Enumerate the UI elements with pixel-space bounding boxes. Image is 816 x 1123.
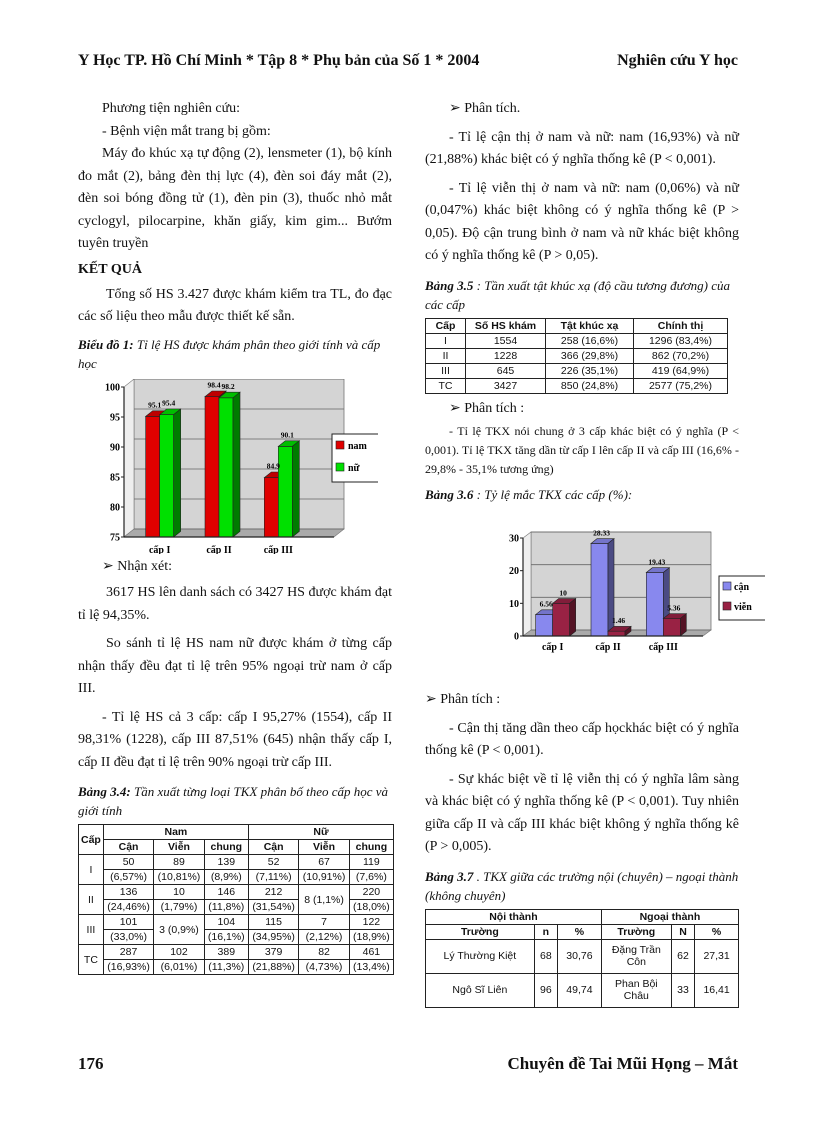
table-row — [426, 348, 728, 363]
left-column — [78, 98, 392, 975]
table-row — [79, 930, 394, 945]
t34-cell: 212 — [248, 885, 298, 900]
t34-cell: (10,81%) — [154, 870, 204, 885]
chart2-legend-vien: viễn — [734, 602, 752, 613]
t34-cell: (1,79%) — [154, 900, 204, 915]
t34-cell: 101 — [103, 915, 153, 930]
table-row — [79, 870, 394, 885]
bar-cận-2 — [646, 573, 663, 636]
t34-cell: 220 — [349, 885, 393, 900]
t35-header: Số HS khám — [466, 318, 546, 333]
table34-caption — [78, 782, 392, 820]
data-label-cận-0: 6.56 — [539, 599, 553, 609]
bar-side-nữ-1 — [233, 392, 240, 537]
t34-sub: Viễn — [299, 840, 349, 855]
t35-cell: I — [426, 333, 466, 348]
t35-header: Cấp — [426, 318, 466, 333]
t37-header: % — [695, 924, 739, 939]
t35-cell: II — [426, 348, 466, 363]
phan-tich-2 — [425, 398, 739, 421]
t37-cell: 27,31 — [695, 939, 739, 973]
arrow-icon: ➢ — [449, 101, 465, 116]
t35-cell: 2577 (75,2%) — [634, 378, 728, 393]
t37-cell: Phan Bội Châu — [601, 973, 671, 1007]
t34-cell: (6,57%) — [103, 870, 153, 885]
table-3-5 — [425, 318, 728, 394]
t34-cell: 389 — [204, 945, 248, 960]
bar-nữ-2 — [278, 446, 292, 537]
t35-cell: 3427 — [466, 378, 546, 393]
t37-cell: 16,41 — [695, 973, 739, 1007]
t34-cell: (31,54%) — [248, 900, 298, 915]
t34-cell: (2,12%) — [299, 930, 349, 945]
t37-cell: Đặng Trần Côn — [601, 939, 671, 973]
data-label-viễn-0: 10 — [559, 588, 567, 598]
section-title: Nghiên cứu Y học — [617, 52, 738, 69]
bar-nam-0 — [146, 416, 160, 537]
t35-cell: 862 (70,2%) — [634, 348, 728, 363]
table35-label: Bảng 3.5 — [425, 277, 474, 293]
results-intro: Tổng số HS 3.427 được khám kiểm tra TL, đo đạc các số liệu theo mẫu được thiết kế sẵn. — [78, 286, 392, 324]
t34-cell: (11,8%) — [204, 900, 248, 915]
chart-refractive-rate — [465, 526, 765, 661]
table-row — [426, 333, 728, 348]
bar-nam-1 — [205, 396, 219, 536]
t34-cell: 379 — [248, 945, 298, 960]
methods-means: Phương tiện nghiên cứu: — [102, 101, 241, 116]
table34-caption-text: Tần xuất từng loại TKX phân bố theo cấp học và giới tính — [78, 784, 389, 818]
table-3-7 — [425, 909, 739, 1008]
t34-cell: (16,1%) — [204, 930, 248, 945]
t34-cap: II — [79, 885, 104, 915]
t34-cell: 82 — [299, 945, 349, 960]
t37-header: Trường — [601, 924, 671, 939]
t35-header: Tật khúc xạ — [546, 318, 634, 333]
t35-cell: 258 (16,6%) — [546, 333, 634, 348]
t34-sub: Cận — [248, 840, 298, 855]
table-row — [79, 960, 394, 975]
chart1-caption-text: Tỉ lệ HS được khám phân theo giới tính và cấp học — [78, 336, 381, 371]
phan-tich-2-label: Phân tích : — [464, 400, 525, 416]
y-tick-label: 95 — [110, 412, 120, 423]
t34-cell: 146 — [204, 885, 248, 900]
t34-cell: (16,93%) — [103, 960, 153, 975]
y-tick-label: 30 — [509, 533, 519, 545]
arrow-icon: ➢ — [102, 558, 118, 574]
chart-exam-rate — [78, 379, 378, 554]
bar-side-viễn-0 — [570, 599, 576, 636]
data-label-nam-0: 95.1 — [148, 399, 162, 409]
t34-cell: 52 — [248, 855, 298, 870]
table-row — [79, 885, 394, 900]
chart1-caption — [78, 335, 392, 373]
t34-cell: (34,95%) — [248, 930, 298, 945]
t34-cap: I — [79, 855, 104, 885]
t37-group2: Ngoại thành — [601, 909, 738, 924]
left-p6: So sánh tỉ lệ HS nam nữ được khám ở từng cấp nhận thấy đều đạt tỉ lệ trên 95% ngoại trừ nam ở cấp III. — [78, 636, 392, 696]
t37-header: Trường — [426, 924, 535, 939]
right-p2: - Tỉ lệ viễn thị ở nam và nữ: nam (0,06%) và nữ (0,047%) khác biệt không có ý nghĩa thống kê (P > 0,05). Độ cận trung bình ở nam và nữ khác biệt không có ý nghĩa thống kê (P > 0,05). — [425, 180, 739, 263]
data-label-viễn-2: 5.36 — [667, 603, 681, 613]
table36-caption — [425, 485, 739, 504]
t35-cell: 226 (35,1%) — [546, 363, 634, 378]
t34-cell: (7,6%) — [349, 870, 393, 885]
bar-cận-0 — [536, 615, 553, 636]
t35-cell: 419 (64,9%) — [634, 363, 728, 378]
t34-sub: Cận — [103, 840, 153, 855]
y-tick-label: 75 — [110, 532, 120, 543]
t34-cell: (24,46%) — [103, 900, 153, 915]
y-tick-label: 80 — [110, 502, 120, 513]
t34-cell: 3 (0,9%) — [154, 915, 204, 945]
bar-side-nữ-2 — [292, 440, 299, 536]
t37-group1: Nội thành — [426, 909, 602, 924]
t34-cell: 50 — [103, 855, 153, 870]
table-3-4 — [78, 824, 394, 975]
table37-caption — [425, 867, 739, 905]
footer-topic: Chuyên đề Tai Mũi Họng – Mắt — [507, 1054, 738, 1073]
chart1-sidewall — [124, 379, 134, 537]
t34-cell: (10,91%) — [299, 870, 349, 885]
x-tick-label: cấp I — [148, 544, 171, 554]
bar-nữ-0 — [160, 414, 174, 536]
x-tick-label: cấp II — [206, 544, 232, 554]
t34-cell: (8,9%) — [204, 870, 248, 885]
right-p4: - Cận thị tăng dần theo cấp họckhác biệt có ý nghĩa thống kê (P < 0,001). — [425, 720, 739, 758]
t34-cell: 8 (1,1%) — [299, 885, 349, 915]
chart1-legend-nam: nam — [348, 440, 367, 452]
t34-h-nu: Nữ — [248, 825, 393, 840]
data-label-nữ-0: 95.4 — [162, 398, 176, 408]
y-tick-label: 20 — [509, 566, 519, 578]
bar-nam-2 — [264, 477, 278, 536]
t34-cell: (11,3%) — [204, 960, 248, 975]
t37-cell: 33 — [671, 973, 694, 1007]
page-header — [78, 52, 738, 74]
table-row — [426, 973, 739, 1007]
t34-h-nam: Nam — [103, 825, 248, 840]
table-row — [426, 363, 728, 378]
nhan-xet-label: Nhận xét: — [117, 558, 173, 574]
t34-cell: (7,11%) — [248, 870, 298, 885]
results-heading: KẾT QUẢ — [78, 261, 142, 277]
table34-label: Bảng 3.4: — [78, 784, 131, 799]
phan-tich-1-label: Phân tích. — [464, 101, 521, 116]
phan-tich-1 — [425, 98, 739, 121]
journal-title: Y Học TP. Hồ Chí Minh * Tập 8 * Phụ bản của Số 1 * 2004 — [78, 52, 480, 69]
t37-cell: 49,74 — [558, 973, 602, 1007]
t34-cell: 119 — [349, 855, 393, 870]
data-label-viễn-1: 1.46 — [611, 616, 626, 626]
chart1-legend-nu: nữ — [348, 462, 360, 474]
chart1-label: Biểu đồ 1: — [78, 336, 134, 352]
t34-cell: (18,9%) — [349, 930, 393, 945]
t35-cell: 850 (24,8%) — [546, 378, 634, 393]
t34-cell: (21,88%) — [248, 960, 298, 975]
nhan-xet-heading — [78, 556, 392, 579]
t35-cell: 1228 — [466, 348, 546, 363]
data-label-nam-1: 98.4 — [207, 380, 221, 390]
page-number: 176 — [78, 1054, 104, 1073]
t34-cell: 102 — [154, 945, 204, 960]
methods-equipment: Máy đo khúc xạ tự động (2), lensmeter (1), bộ kính đo mắt (2), bảng đèn thị lực (4), đèn soi đáy mắt (2), đèn soi bóng đồng tử (1), đèn pin (3), thuốc nhỏ mắt cyclogyl, pilocarpine, khăn giấy, kim gim... Bướm tuyên truyền — [78, 146, 392, 251]
t34-sub: chung — [349, 840, 393, 855]
t37-cell: 68 — [534, 939, 557, 973]
table35-caption — [425, 276, 739, 314]
t34-cell: 287 — [103, 945, 153, 960]
t35-header: Chính thị — [634, 318, 728, 333]
bar-viễn-1 — [608, 631, 625, 636]
t34-sub: Viễn — [154, 840, 204, 855]
phan-tich-3-label: Phân tích : — [440, 692, 501, 707]
t34-cell: (33,0%) — [103, 930, 153, 945]
t34-cell: 10 — [154, 885, 204, 900]
t34-cell: 67 — [299, 855, 349, 870]
right-p5: - Sự khác biệt về tỉ lệ viễn thị có ý nghĩa lâm sàng và khác biệt có ý nghĩa thống kê (P < 0,001). Tuy nhiên giữa cấp II và cấp III khác biệt không ý nghĩa thống kê (P > 0,005). — [425, 771, 739, 854]
chart1-legend-swatch-nu — [336, 463, 344, 471]
data-label-nam-2: 84.9 — [266, 461, 280, 471]
y-tick-label: 100 — [105, 382, 120, 393]
t34-h-cap: Cấp — [79, 825, 104, 855]
t35-cell: III — [426, 363, 466, 378]
t37-cell: Ngô Sĩ Liên — [426, 973, 535, 1007]
t34-cell: 136 — [103, 885, 153, 900]
t35-cell: 1554 — [466, 333, 546, 348]
t34-cell: 122 — [349, 915, 393, 930]
x-tick-label: cấp II — [595, 642, 621, 653]
t37-header: n — [534, 924, 557, 939]
table37-label: Bảng 3.7 — [425, 868, 474, 884]
table-row — [79, 945, 394, 960]
y-tick-label: 90 — [110, 442, 120, 453]
t37-header: N — [671, 924, 694, 939]
arrow-icon: ➢ — [425, 692, 441, 707]
t34-cell: (6,01%) — [154, 960, 204, 975]
methods-hospital: - Bệnh viện mắt trang bị gồm: — [102, 123, 271, 139]
data-label-nữ-1: 98.2 — [221, 381, 235, 391]
t35-cell: TC — [426, 378, 466, 393]
t34-cell: 89 — [154, 855, 204, 870]
t37-cell: Lý Thường Kiệt — [426, 939, 535, 973]
t34-cell: 7 — [299, 915, 349, 930]
left-p7: - Tỉ lệ HS cả 3 cấp: cấp I 95,27% (1554), cấp II 98,31% (1228), cấp III 87,51% (645) nhận thấy cấp I, cấp II đều đạt tỉ lệ trên 90% ngoại trừ cấp III. — [78, 709, 392, 770]
t37-cell: 96 — [534, 973, 557, 1007]
arrow-icon: ➢ — [449, 400, 465, 416]
table36-label: Bảng 3.6 — [425, 487, 474, 502]
t34-cell: (4,73%) — [299, 960, 349, 975]
y-tick-label: 0 — [514, 631, 519, 643]
x-tick-label: cấp I — [541, 642, 564, 653]
t34-cell: 115 — [248, 915, 298, 930]
chart1-legend-swatch-nam — [336, 441, 344, 449]
t37-header: % — [558, 924, 602, 939]
data-label-cận-1: 28.33 — [593, 528, 610, 538]
right-p1: - Tỉ lệ cận thị ở nam và nữ: nam (16,93%) và nữ (21,88%) khác biệt có ý nghĩa thống kê (P < 0,001). — [425, 129, 739, 167]
data-label-cận-2: 19.43 — [648, 557, 666, 567]
t35-cell: 366 (29,8%) — [546, 348, 634, 363]
x-tick-label: cấp III — [648, 642, 678, 653]
t34-cap: III — [79, 915, 104, 945]
bar-cận-1 — [591, 543, 608, 636]
y-tick-label: 10 — [509, 598, 519, 610]
left-p5: 3617 HS lên danh sách có 3427 HS được khám đạt tỉ lệ 94,35%. — [78, 585, 392, 623]
bar-side-nữ-0 — [174, 409, 181, 537]
right-column — [425, 98, 752, 1008]
t34-cell: (18,0%) — [349, 900, 393, 915]
table-row — [426, 939, 739, 973]
t34-sub: chung — [204, 840, 248, 855]
y-tick-label: 85 — [110, 472, 120, 483]
t37-cell: 62 — [671, 939, 694, 973]
bar-viễn-2 — [663, 618, 680, 636]
t34-cell: 104 — [204, 915, 248, 930]
chart2-legend-swatch-vien — [723, 602, 731, 610]
chart2-legend-can: cận — [734, 582, 749, 593]
phan-tich-3 — [425, 689, 739, 712]
right-p3: - Tỉ lệ TKX nói chung ở 3 cấp khác biệt có ý nghĩa (P < 0,001). Tỉ lệ TKX tăng dần từ cấp I lên cấp II và cấp III (16,6% - 29,8% - 35,1% tương ứng) — [425, 424, 739, 476]
chart2-sidewall — [523, 532, 531, 636]
bar-viễn-0 — [553, 603, 570, 636]
bar-nữ-1 — [219, 397, 233, 536]
t34-cap: TC — [79, 945, 104, 975]
table37-caption-text: . TKX giữa các trường nội (chuyên) – ngoại thành (không chuyên) — [425, 868, 739, 903]
x-tick-label: cấp III — [263, 544, 293, 554]
chart2-legend-swatch-can — [723, 582, 731, 590]
table-row — [426, 378, 728, 393]
t35-cell: 645 — [466, 363, 546, 378]
table-row — [79, 915, 394, 930]
table35-caption-text: : Tần xuất tật khúc xạ (độ cầu tương đương) của các cấp — [425, 277, 730, 312]
t34-cell: 461 — [349, 945, 393, 960]
page-footer — [78, 1054, 738, 1078]
t34-cell: (13,4%) — [349, 960, 393, 975]
t37-cell: 30,76 — [558, 939, 602, 973]
table-row — [79, 855, 394, 870]
t34-cell: 139 — [204, 855, 248, 870]
data-label-nữ-2: 90.1 — [280, 429, 294, 439]
table36-caption-text: : Tỷ lệ mắc TKX các cấp (%): — [476, 487, 633, 502]
t35-cell: 1296 (83,4%) — [634, 333, 728, 348]
